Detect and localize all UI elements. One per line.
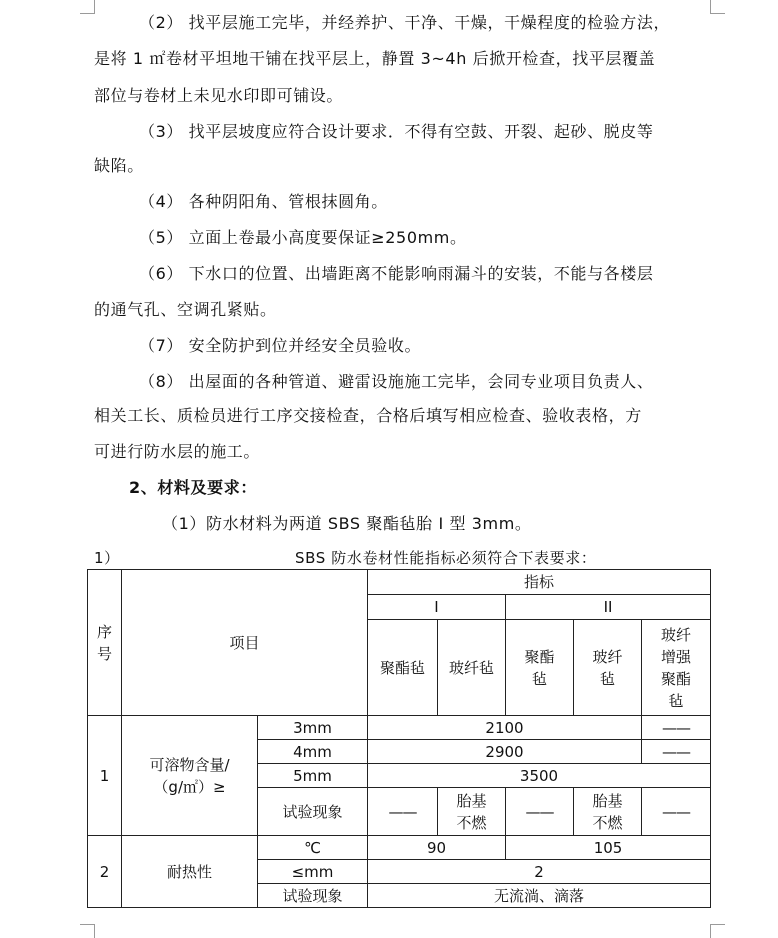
row2-seq: 2	[88, 836, 122, 908]
row2-sub-c: ℃	[258, 836, 368, 860]
row1-val-4mm: 2900	[368, 740, 642, 764]
performance-table	[87, 569, 711, 908]
row1-test-glass-2: 胎基不燃	[574, 788, 642, 836]
header-glass-1: 玻纤毡	[438, 620, 506, 716]
header-glass-2: 玻纤毡	[574, 620, 642, 716]
row2-sub-mm: ≤mm	[258, 860, 368, 884]
header-seq: 序号	[88, 570, 122, 716]
table-caption-number: 1）	[94, 549, 120, 567]
paragraph-4: （4） 各种阴阳角、管根抹圆角。	[139, 192, 388, 211]
paragraph-8-line-3: 可进行防水层的施工。	[94, 442, 261, 461]
row2-val-test: 无流淌、滴落	[368, 884, 711, 908]
paragraph-6-line-1: （6） 下水口的位置、出墙距离不能影响雨漏斗的安装，不能与各楼层	[139, 264, 654, 283]
row2-val-mm: 2	[368, 860, 711, 884]
header-type-2: II	[506, 595, 711, 620]
paragraph-8-line-1: （8） 出屋面的各种管道、避雷设施施工完毕，会同专业项目负责人、	[139, 372, 654, 391]
header-polyester-1: 聚酯毡	[368, 620, 438, 716]
row1-test-polyester-1: ——	[368, 788, 438, 836]
paragraph-3-line-2: 缺陷。	[94, 156, 144, 175]
paragraph-2-line-3: 部位与卷材上未见水印即可铺设。	[94, 86, 344, 105]
paragraph-7: （7） 安全防护到位并经安全员验收。	[139, 336, 422, 355]
row1-dash-3mm: ——	[642, 716, 711, 740]
section-heading: 2、材料及要求：	[129, 478, 257, 497]
header-item: 项目	[122, 570, 368, 716]
row1-name: 可溶物含量/（g/㎡）≥	[122, 716, 258, 836]
row1-dash-4mm: ——	[642, 740, 711, 764]
row2-name: 耐热性	[122, 836, 258, 908]
paragraph-3-line-1: （3） 找平层坡度应符合设计要求．不得有空鼓、开裂、起砂、脱皮等	[139, 122, 654, 141]
row1-test-glass-1: 胎基不燃	[438, 788, 506, 836]
row2-sub-test: 试验现象	[258, 884, 368, 908]
paragraph-2-line-1: （2） 找平层施工完毕，并经养护、干净、干燥，干燥程度的检验方法，	[139, 13, 671, 32]
row1-sub-test: 试验现象	[258, 788, 368, 836]
table-caption: SBS 防水卷材性能指标必须符合下表要求：	[295, 549, 597, 567]
row1-sub-4mm: 4mm	[258, 740, 368, 764]
row1-val-3mm: 2100	[368, 716, 642, 740]
material-line: （1）防水材料为两道 SBS 聚酯毡胎 I 型 3mm。	[162, 514, 532, 533]
paragraph-8-line-2: 相关工长、质检员进行工序交接检查，合格后填写相应检查、验收表格，方	[94, 406, 642, 425]
row1-sub-3mm: 3mm	[258, 716, 368, 740]
row2-val-c-2: 105	[506, 836, 711, 860]
row2-val-c-1: 90	[368, 836, 506, 860]
header-glass-reinforced: 玻纤增强聚酯毡	[642, 620, 711, 716]
paragraph-5: （5） 立面上卷最小高度要保证≥250mm。	[139, 228, 467, 247]
row1-test-glass-reinforced: ——	[642, 788, 711, 836]
page-corner-mark-bottom-right	[710, 924, 725, 938]
header-indicator: 指标	[368, 570, 711, 595]
row1-test-polyester-2: ——	[506, 788, 574, 836]
page-corner-mark-bottom-left	[80, 924, 95, 938]
row1-sub-5mm: 5mm	[258, 764, 368, 788]
paragraph-2-line-2: 是将 1 ㎡卷材平坦地干铺在找平层上，静置 3~4h 后掀开检查，找平层覆盖	[94, 49, 656, 68]
header-type-1: I	[368, 595, 506, 620]
page-corner-mark-top-right	[710, 0, 725, 14]
row1-seq: 1	[88, 716, 122, 836]
paragraph-6-line-2: 的通气孔、空调孔紧贴。	[94, 300, 277, 319]
row1-val-5mm: 3500	[368, 764, 711, 788]
page-corner-mark-top-left	[80, 0, 95, 14]
header-polyester-2: 聚酯毡	[506, 620, 574, 716]
